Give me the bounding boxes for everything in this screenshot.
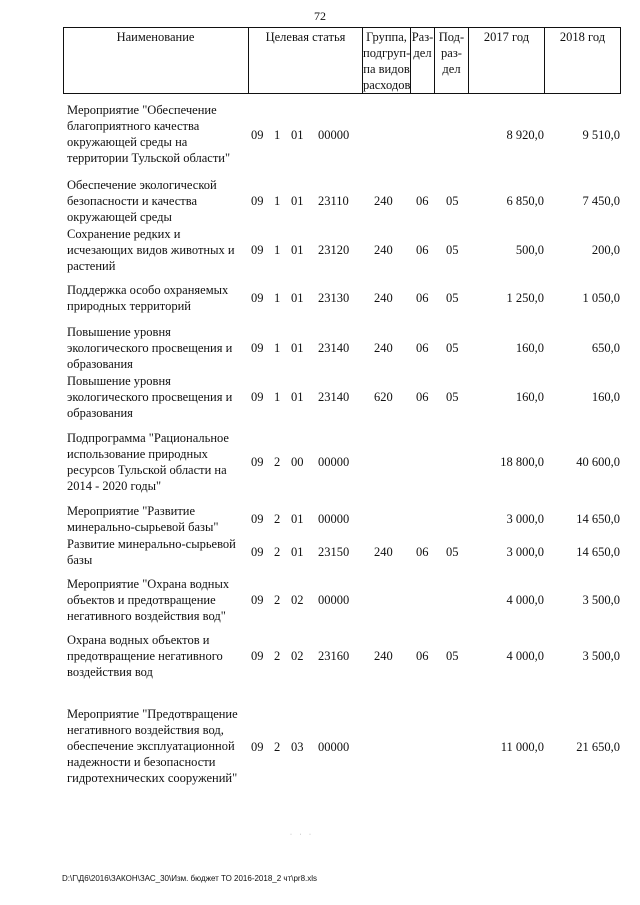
row-2017: 160,0 [515,390,544,404]
row-2017: 18 800,0 [500,455,544,469]
row-code: 23120 [318,243,350,257]
row-subprogram: 2 [274,593,281,607]
row-2017: 1 250,0 [506,291,544,305]
row-subsection: 05 [446,194,459,208]
row-code: 00000 [318,512,350,526]
row-program: 09 [251,649,264,663]
header-expense-group-line: Группа, [366,30,407,44]
row-group: 240 [374,243,393,257]
header-subsection-line: дел [442,62,461,76]
row-program: 09 [251,243,264,257]
row-program: 09 [251,341,264,355]
row-event: 01 [291,545,304,559]
row-subsection: 05 [446,649,459,663]
header-target-article-label: Целевая статья [265,30,346,44]
row-code: 00000 [318,128,350,142]
row-event: 01 [291,341,304,355]
row-section: 06 [416,291,429,305]
row-program: 09 [251,291,264,305]
row-section: 06 [416,649,429,663]
table-row [0,503,640,535]
table-row [0,373,640,421]
row-code: 23140 [318,390,350,404]
row-section: 06 [416,545,429,559]
table-row [0,324,640,372]
header-section-line: дел [413,46,432,60]
row-subprogram: 2 [274,545,281,559]
row-2018: 1 050,0 [582,291,620,305]
row-code: 23130 [318,291,350,305]
row-2017: 3 000,0 [506,545,544,559]
row-section: 06 [416,390,429,404]
row-2017: 160,0 [515,341,544,355]
row-group: 240 [374,649,393,663]
scan-dots: · · · [290,832,314,838]
header-section [411,27,435,93]
header-year-2017 [469,27,545,93]
row-subprogram: 2 [274,649,281,663]
row-2017: 4 000,0 [506,649,544,663]
row-program: 09 [251,128,264,142]
row-code: 23110 [318,194,349,208]
row-code: 00000 [318,740,350,754]
row-2018: 14 650,0 [576,545,620,559]
row-2018: 3 500,0 [582,593,620,607]
row-subprogram: 1 [274,128,281,142]
row-2017: 4 000,0 [506,593,544,607]
row-subprogram: 2 [274,512,281,526]
row-2018: 9 510,0 [582,128,620,142]
row-name: Мероприятие "Охрана водных объектов и предотвращение негативного воздействия вод" [67,577,230,623]
header-name-label: Наименование [116,30,195,44]
row-2018: 7 450,0 [582,194,620,208]
row-program: 09 [251,545,264,559]
row-code: 00000 [318,455,350,469]
row-2017: 11 000,0 [500,740,544,754]
row-name: Повышение уровня экологического просвещения и образования [67,325,233,371]
row-subprogram: 1 [274,194,281,208]
row-subsection: 05 [446,390,459,404]
table-row [0,430,640,494]
row-name: Обеспечение экологической безопасности и качества окружающей среды [67,178,217,224]
row-event: 01 [291,194,304,208]
row-name: Сохранение редких и исчезающих видов животных и растений [67,227,235,273]
row-group: 240 [374,341,393,355]
row-name: Повышение уровня экологического просвещения и образования [67,374,233,420]
row-code: 23150 [318,545,350,559]
row-code: 23140 [318,341,350,355]
header-year-2018-label: 2018 год [559,30,606,44]
row-program: 09 [251,593,264,607]
row-event: 03 [291,740,304,754]
row-2018: 21 650,0 [576,740,620,754]
row-section: 06 [416,341,429,355]
row-event: 01 [291,512,304,526]
row-2017: 6 850,0 [506,194,544,208]
row-2017: 3 000,0 [506,512,544,526]
table-row [0,576,640,624]
row-subsection: 05 [446,243,459,257]
row-name: Развитие минерально-сырьевой базы [67,537,236,567]
table-row [0,706,640,786]
row-subprogram: 2 [274,455,281,469]
row-program: 09 [251,455,264,469]
header-expense-group [363,27,411,93]
row-program: 09 [251,512,264,526]
header-subsection [435,27,469,93]
row-2018: 3 500,0 [582,649,620,663]
header-year-2017-label: 2017 год [483,30,530,44]
row-event: 01 [291,243,304,257]
footer-file-path: D:\Г\Д6\2016\ЗАКОН\ЗАС_30\Изм. бюджет ТО 2016-2018_2 чт\pr8.xls [62,874,318,883]
table-row [0,102,640,168]
row-subsection: 05 [446,291,459,305]
row-section: 06 [416,194,429,208]
table-row [0,226,640,274]
row-2018: 160,0 [591,390,620,404]
table-row [0,282,640,314]
row-2018: 40 600,0 [576,455,620,469]
row-group: 240 [374,545,393,559]
row-event: 01 [291,291,304,305]
row-event: 01 [291,390,304,404]
header-subsection-line: раз- [441,46,462,60]
row-2018: 200,0 [591,243,620,257]
row-subprogram: 1 [274,341,281,355]
row-event: 02 [291,593,304,607]
header-subsection-line: Под- [438,30,465,44]
row-subprogram: 1 [274,243,281,257]
row-name: Мероприятие "Предотвращение негативного воздействия вод, обеспечение эксплуатационной надежности и безопасности гидротехнических сооружений" [67,707,238,785]
table-row [0,177,640,225]
row-program: 09 [251,390,264,404]
row-program: 09 [251,194,264,208]
row-section: 06 [416,243,429,257]
row-name: Поддержка особо охраняемых природных территорий [67,283,229,313]
header-expense-group-line: подгруп- [363,46,411,60]
header-target-article [249,27,363,93]
row-2018: 14 650,0 [576,512,620,526]
header-year-2018 [545,27,621,93]
row-name: Мероприятие "Обеспечение благоприятного качества окружающей среды на территории Тульской области" [67,103,231,165]
row-name: Охрана водных объектов и предотвращение негативного воздействия вод [67,633,223,679]
row-subprogram: 1 [274,291,281,305]
row-event: 01 [291,128,304,142]
row-subsection: 05 [446,341,459,355]
row-group: 620 [374,390,393,404]
row-group: 240 [374,194,393,208]
row-name: Подпрограмма "Рациональное использование природных ресурсов Тульской области на 2014 - 2020 годы" [67,431,229,493]
row-subprogram: 2 [274,740,281,754]
row-code: 00000 [318,593,350,607]
row-subprogram: 1 [274,390,281,404]
row-2018: 650,0 [591,341,620,355]
header-bottom-border [63,93,621,94]
row-code: 23160 [318,649,350,663]
row-name: Мероприятие "Развитие минерально-сырьевой базы" [67,504,219,534]
row-subsection: 05 [446,545,459,559]
row-2017: 500,0 [515,243,544,257]
table-row [0,632,640,680]
header-expense-group-line: расходов [363,78,411,92]
table-row [0,536,640,568]
header-name [63,27,249,93]
row-program: 09 [251,740,264,754]
page-number: 72 [314,9,326,23]
header-section-line: Раз- [411,30,434,44]
header-expense-group-line: па видов [363,62,410,76]
row-event: 00 [291,455,304,469]
row-group: 240 [374,291,393,305]
row-2017: 8 920,0 [506,128,544,142]
row-event: 02 [291,649,304,663]
